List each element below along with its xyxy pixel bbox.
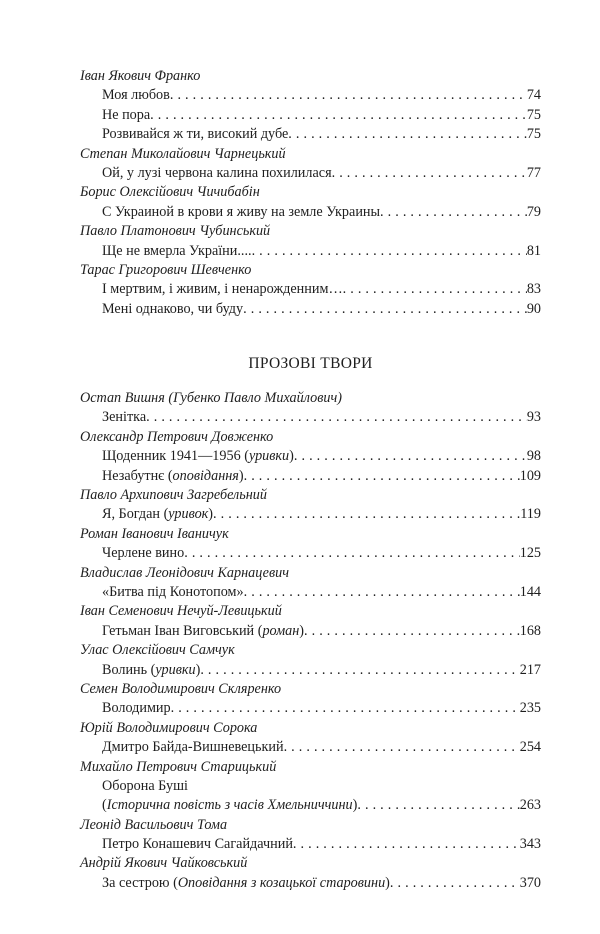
- page-number: 168: [519, 622, 541, 639]
- dot-leader: [171, 699, 520, 718]
- toc-entry: [80, 86, 541, 105]
- work-title-close: ): [208, 506, 214, 523]
- toc-entry: [80, 874, 541, 893]
- work-title: [102, 447, 294, 466]
- toc-entry: [80, 242, 541, 261]
- work-title: [102, 874, 390, 893]
- page-number: 83: [526, 281, 541, 298]
- work-title-text: Ой, у лузі червона калина похилилася: [102, 164, 332, 181]
- page-number: 79: [526, 203, 541, 220]
- work-title: [102, 699, 171, 718]
- work-title-text: За сестрою (: [102, 874, 178, 891]
- toc-entry: [80, 447, 541, 466]
- toc-entry: [80, 699, 541, 718]
- work-title-close: ): [385, 874, 390, 891]
- page-number: 343: [519, 836, 541, 853]
- dot-leader: [184, 544, 520, 563]
- work-title-note: Оповідання з козацької старовини: [177, 874, 386, 891]
- toc-entry: [80, 796, 541, 815]
- page-number: 370: [519, 874, 541, 891]
- author-name: Остап Вишня (Губенко Павло Михайлович): [80, 390, 342, 407]
- toc-entry: [80, 125, 541, 144]
- work-title: [102, 164, 332, 183]
- dot-leader: [200, 661, 519, 680]
- dot-leader: [146, 408, 527, 427]
- dot-leader: [304, 622, 520, 641]
- dot-leader: [213, 505, 520, 524]
- work-title-text: Моя любов: [102, 87, 170, 104]
- dot-leader: [390, 874, 520, 893]
- work-title-text: Черлене вино: [102, 545, 185, 562]
- work-title-close: ): [238, 467, 244, 484]
- toc-entry: [80, 300, 541, 319]
- work-title-text: Волинь (: [102, 661, 156, 678]
- work-title: [102, 544, 184, 563]
- work-title-text: Щоденник 1941—1956 (: [102, 448, 249, 465]
- work-title: [102, 583, 244, 602]
- work-title: [102, 106, 150, 125]
- page-number: 235: [519, 700, 541, 717]
- dot-leader: [170, 86, 527, 105]
- work-title: [102, 242, 252, 261]
- dot-leader: [243, 300, 527, 319]
- dot-leader: [288, 125, 527, 144]
- work-title: [102, 203, 380, 222]
- work-title-text: Незабутнє (: [102, 467, 173, 484]
- dot-leader: [150, 106, 527, 125]
- page-number: 109: [519, 467, 541, 484]
- work-title-note: уривок: [168, 506, 209, 523]
- page-number: 93: [526, 409, 541, 426]
- work-title-note: уривки: [248, 448, 290, 465]
- dot-leader: [380, 203, 527, 222]
- dot-leader: [294, 447, 527, 466]
- work-title-close: ): [299, 622, 305, 639]
- page-number: 217: [519, 661, 541, 678]
- work-title-text: Дмитро Байда-Вишневецький: [102, 739, 284, 756]
- toc-entry: [80, 835, 541, 854]
- author-name: Роман Іванович Іваничук: [80, 525, 229, 542]
- page-number: 90: [526, 300, 541, 317]
- toc-entry: [80, 583, 541, 602]
- work-title-text: Не пора: [102, 106, 151, 123]
- work-title: [102, 125, 288, 144]
- author-name: Улас Олексійович Самчук: [80, 642, 235, 659]
- work-title: [102, 300, 243, 319]
- author-name: Борис Олексійович Чичибабін: [80, 184, 260, 201]
- work-title-text: С Украиной в крови я живу на земле Украины: [102, 203, 381, 220]
- work-title-text: (: [102, 797, 107, 814]
- dot-leader: [284, 738, 520, 757]
- toc-entry: [80, 280, 541, 299]
- section-heading-prose: ПРОЗОВІ ТВОРИ: [248, 355, 373, 373]
- work-title-text: Петро Конашевич Сагайдачний: [102, 836, 293, 853]
- author-name: Олександр Петрович Довженко: [80, 428, 274, 445]
- dot-leader: [343, 280, 527, 299]
- page-number: 144: [519, 583, 541, 600]
- work-title: [102, 738, 284, 757]
- toc-entry: [80, 408, 541, 427]
- work-title-note: оповідання: [172, 467, 239, 484]
- work-title-text: Зенітка: [102, 409, 147, 426]
- page-number: 74: [526, 87, 541, 104]
- author-name: Владислав Леонідович Карнацевич: [80, 564, 289, 581]
- dot-leader: [244, 467, 520, 486]
- work-title: [102, 622, 304, 641]
- dot-leader: [357, 796, 519, 815]
- work-title: [102, 661, 200, 680]
- author-name: Леонід Васильович Тома: [80, 816, 228, 833]
- toc-entry: [80, 106, 541, 125]
- dot-leader: [293, 835, 520, 854]
- page-number: 263: [519, 797, 541, 814]
- toc-entry: [80, 661, 541, 680]
- work-title-text: І мертвим, і живим, і ненарожденним…: [102, 281, 343, 298]
- work-title-text: «Битва під Конотопом»: [102, 583, 244, 600]
- author-name: Михайло Петрович Старицький: [80, 758, 277, 775]
- page-number: 125: [519, 545, 541, 562]
- author-name: Степан Миколайович Чарнецький: [80, 145, 286, 162]
- author-name: Семен Володимирович Скляренко: [80, 680, 282, 697]
- work-title: [102, 835, 293, 854]
- work-title-note: роман: [262, 622, 300, 639]
- page-number: 75: [526, 106, 541, 123]
- page-number: 81: [526, 242, 541, 259]
- page-number: 254: [519, 739, 541, 756]
- work-title-note: уривки: [155, 661, 196, 678]
- work-title-note: Історична повість з часів Хмельниччини: [106, 797, 353, 814]
- work-title-text: Я, Богдан (: [102, 506, 169, 523]
- work-title-text: Гетьман Іван Виговський (: [102, 622, 263, 639]
- work-title: [102, 86, 170, 105]
- page-number: 119: [520, 506, 541, 523]
- author-name: Тарас Григорович Шевченко: [80, 261, 252, 278]
- author-name: Павло Платонович Чубинський: [80, 223, 271, 240]
- work-title: [102, 280, 343, 299]
- work-title-text: Ще не вмерла України....: [102, 242, 252, 259]
- toc-entry: [80, 544, 541, 563]
- dot-leader: [244, 583, 520, 602]
- work-title-text: Оборона Буші: [102, 777, 188, 794]
- author-name: Юрій Володимирович Сорока: [80, 719, 258, 736]
- page-number: 98: [526, 448, 541, 465]
- toc-entry: [80, 622, 541, 641]
- page-number: 75: [526, 126, 541, 143]
- table-of-contents: [80, 67, 541, 893]
- work-title-text: Розвивайся ж ти, високий дубе: [102, 126, 289, 143]
- work-title: [102, 796, 357, 815]
- author-name: Іван Якович Франко: [80, 68, 201, 84]
- work-title-text: Володимир: [102, 700, 171, 717]
- toc-entry: [80, 505, 541, 524]
- work-title: [102, 467, 244, 486]
- work-title-close: ): [289, 448, 294, 465]
- toc-entry: [80, 777, 541, 796]
- toc-entry: [80, 467, 541, 486]
- work-title: [102, 778, 188, 794]
- work-title-close: ): [352, 797, 358, 814]
- author-name: Павло Архипович Загребельний: [80, 487, 267, 504]
- dot-leader: [332, 164, 527, 183]
- author-name: Андрій Якович Чайковський: [80, 855, 248, 872]
- work-title-text: Мені однаково, чи буду: [102, 300, 244, 317]
- author-name: Іван Семенович Нечуй-Левицький: [80, 603, 282, 620]
- poetry-list: [80, 67, 541, 319]
- toc-entry: [80, 203, 541, 222]
- toc-entry: [80, 164, 541, 183]
- prose-list: [80, 389, 541, 893]
- dot-leader: [252, 242, 527, 261]
- work-title: [102, 505, 213, 524]
- toc-entry: [80, 738, 541, 757]
- work-title-close: ): [195, 661, 201, 678]
- work-title: [102, 408, 146, 427]
- page-number: 77: [526, 164, 541, 181]
